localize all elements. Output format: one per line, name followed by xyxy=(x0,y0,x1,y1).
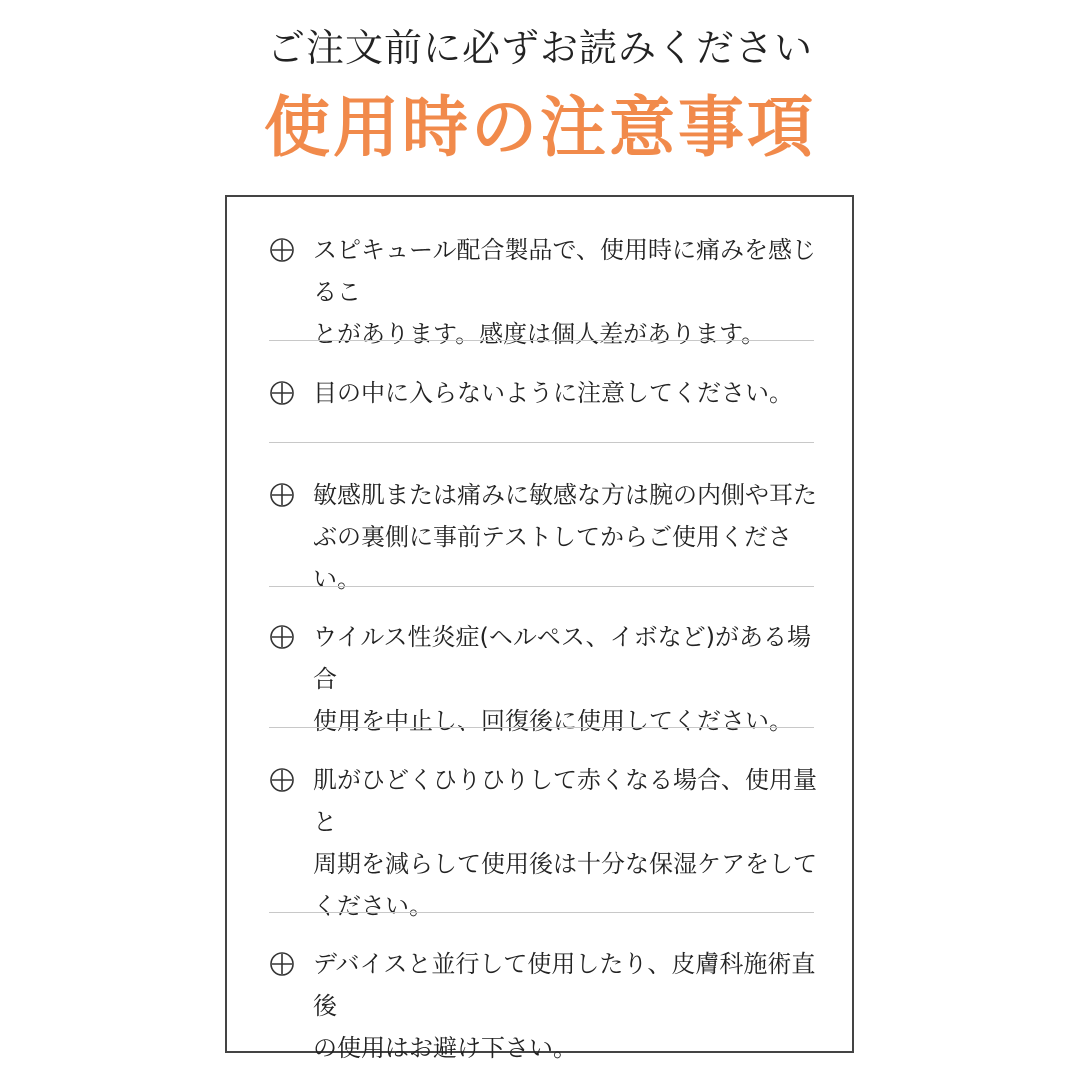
note-line: 目の中に入らないように注意してください。 xyxy=(313,379,793,407)
note-text xyxy=(313,372,818,414)
note-line: スピキュール配合製品で、使用時に痛みを感じるこ xyxy=(313,236,817,306)
circle-plus-icon xyxy=(269,624,295,650)
circle-plus-icon xyxy=(269,767,295,793)
circle-plus-icon xyxy=(269,951,295,977)
divider xyxy=(269,912,814,913)
page-subtitle: ご注文前に必ずお読みください xyxy=(266,26,813,70)
note-line: の使用はお避け下さい。 xyxy=(313,1034,577,1062)
note-line: 敏感肌または痛みに敏感な方は腕の内側や耳た xyxy=(313,481,817,509)
divider xyxy=(269,727,814,728)
note-text xyxy=(313,759,818,927)
note-line: 周期を減らして使用後は十分な保湿ケアをして xyxy=(313,850,817,878)
note-line: ください。 xyxy=(313,892,433,920)
note-line: デバイスと並行して使用したり、皮膚科施術直後 xyxy=(313,950,816,1020)
note-text xyxy=(313,943,818,1069)
notes-box xyxy=(225,195,854,1062)
page-title: 使用時の注意事項 xyxy=(264,89,816,166)
note-line: とがあります。感度は個人差があります。 xyxy=(313,320,766,348)
note-text xyxy=(313,229,818,355)
circle-plus-icon xyxy=(269,482,295,508)
note-line: ウイルス性炎症(ヘルペス、イボなど)がある場合 xyxy=(313,623,812,693)
note-line: 肌がひどくひりひりして赤くなる場合、使用量と xyxy=(313,766,817,836)
circle-plus-icon xyxy=(269,237,295,263)
circle-plus-icon xyxy=(269,380,295,406)
note-line: 使用を中止し、回復後に使用してください。 xyxy=(313,707,793,735)
divider xyxy=(269,586,814,587)
divider xyxy=(269,442,814,443)
note-text xyxy=(313,474,818,600)
note-line: ぶの裏側に事前テストしてからご使用ください。 xyxy=(313,523,793,593)
note-text xyxy=(313,616,818,742)
divider xyxy=(269,340,814,341)
